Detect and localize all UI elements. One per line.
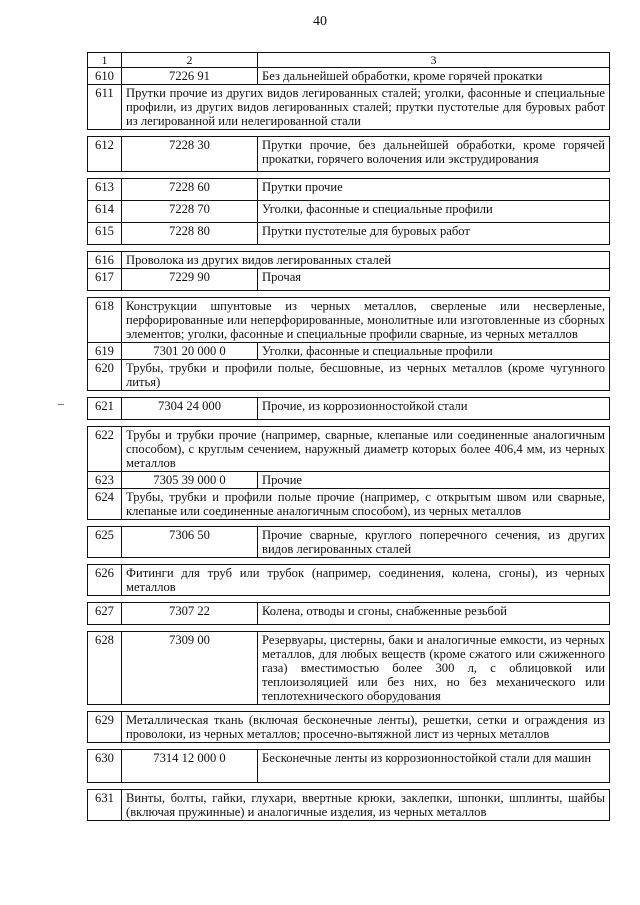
row-number: 610 bbox=[88, 68, 122, 85]
table-row bbox=[88, 223, 610, 245]
row-number: 619 bbox=[88, 343, 122, 360]
row-number: 618 bbox=[88, 298, 122, 343]
table-row bbox=[88, 565, 610, 596]
table-row bbox=[88, 790, 610, 821]
gap-cell bbox=[88, 172, 610, 179]
row-number: 613 bbox=[88, 179, 122, 201]
table-row bbox=[88, 252, 610, 269]
table-row bbox=[88, 269, 610, 291]
row-gap bbox=[88, 625, 610, 632]
gap-cell bbox=[88, 596, 610, 603]
table-row bbox=[88, 398, 610, 420]
header-cell: 3 bbox=[258, 53, 610, 68]
row-number: 617 bbox=[88, 269, 122, 291]
row-number: 622 bbox=[88, 427, 122, 472]
row-gap bbox=[88, 172, 610, 179]
description: Прочие, из коррозионностойкой стали bbox=[258, 398, 610, 420]
gap-cell bbox=[88, 558, 610, 565]
table-row bbox=[88, 632, 610, 705]
row-gap bbox=[88, 245, 610, 252]
margin-mark bbox=[58, 404, 64, 405]
description: Уголки, фасонные и специальные профили bbox=[258, 201, 610, 223]
group-description: Винты, болты, гайки, глухари, ввертные крюки, заклепки, шпонки, шплинты, шайбы (включая пружинные) и аналогичные изделия, из черных металлов bbox=[122, 790, 610, 821]
group-description: Прутки прочие из других видов легированных сталей; уголки, фасонные и специальные профили, из других видов легированных сталей; прутки пустотелые для буровых работ из легированной или нелегированной стали bbox=[122, 85, 610, 130]
row-gap bbox=[88, 420, 610, 427]
group-description: Трубы и трубки прочие (например, сварные, клепаные или соединенные аналогичным способом), с круглым сечением, наружный диаметр которых более 406,4 мм, из черных металлов bbox=[122, 427, 610, 472]
header-cell: 2 bbox=[122, 53, 258, 68]
row-gap bbox=[88, 520, 610, 527]
table-row bbox=[88, 603, 610, 625]
group-description: Металлическая ткань (включая бесконечные ленты), решетки, сетки и ограждения из проволоки, из черных металлов; просечно-вытяжной лист из черных металлов bbox=[122, 712, 610, 743]
hs-code: 7307 22 bbox=[122, 603, 258, 625]
row-gap bbox=[88, 291, 610, 298]
row-gap bbox=[88, 558, 610, 565]
description: Прочие bbox=[258, 472, 610, 489]
gap-cell bbox=[88, 391, 610, 398]
table-row bbox=[88, 750, 610, 783]
gap-cell bbox=[88, 783, 610, 790]
row-number: 631 bbox=[88, 790, 122, 821]
hs-code: 7228 30 bbox=[122, 137, 258, 172]
description: Уголки, фасонные и специальные профили bbox=[258, 343, 610, 360]
row-number: 626 bbox=[88, 565, 122, 596]
group-description: Трубы, трубки и профили полые прочие (например, с открытым швом или сварные, клепаные или соединенные аналогичным способом), из черных металлов bbox=[122, 489, 610, 520]
row-gap bbox=[88, 783, 610, 790]
row-number: 620 bbox=[88, 360, 122, 391]
description: Без дальнейшей обработки, кроме горячей прокатки bbox=[258, 68, 610, 85]
description: Бесконечные ленты из коррозионностойкой стали для машин bbox=[258, 750, 610, 783]
description: Прутки прочие, без дальнейшей обработки, кроме горячей прокатки, горячего волочения или экструдирования bbox=[258, 137, 610, 172]
table-row bbox=[88, 712, 610, 743]
hs-code: 7226 91 bbox=[122, 68, 258, 85]
gap-cell bbox=[88, 420, 610, 427]
row-gap bbox=[88, 596, 610, 603]
hs-code: 7228 60 bbox=[122, 179, 258, 201]
hs-code: 7228 80 bbox=[122, 223, 258, 245]
hs-code: 7309 00 bbox=[122, 632, 258, 705]
description: Прочая bbox=[258, 269, 610, 291]
row-number: 625 bbox=[88, 527, 122, 558]
table-row bbox=[88, 472, 610, 489]
row-number: 614 bbox=[88, 201, 122, 223]
row-number: 623 bbox=[88, 472, 122, 489]
row-number: 629 bbox=[88, 712, 122, 743]
table-row bbox=[88, 179, 610, 201]
hs-code: 7301 20 000 0 bbox=[122, 343, 258, 360]
hs-code: 7306 50 bbox=[122, 527, 258, 558]
row-number: 616 bbox=[88, 252, 122, 269]
header-row bbox=[88, 53, 610, 68]
group-description: Трубы, трубки и профили полые, бесшовные, из черных металлов (кроме чугунного литья) bbox=[122, 360, 610, 391]
table-row bbox=[88, 137, 610, 172]
description: Резервуары, цистерны, баки и аналогичные емкости, из черных металлов, для любых веществ (кроме сжатого или сжиженного газа) вместимостью более 300 л, с облицовкой или теплоизоляцией или без них, но без механического или теплотехнического оборудования bbox=[258, 632, 610, 705]
gap-cell bbox=[88, 291, 610, 298]
hs-code: 7229 90 bbox=[122, 269, 258, 291]
description: Прочие сварные, круглого поперечного сечения, из других видов легированных сталей bbox=[258, 527, 610, 558]
row-gap bbox=[88, 705, 610, 712]
table-row bbox=[88, 298, 610, 343]
description: Прутки прочие bbox=[258, 179, 610, 201]
row-number: 611 bbox=[88, 85, 122, 130]
hs-code: 7304 24 000 bbox=[122, 398, 258, 420]
gap-cell bbox=[88, 625, 610, 632]
gap-cell bbox=[88, 743, 610, 750]
table-row bbox=[88, 343, 610, 360]
table-row bbox=[88, 360, 610, 391]
group-description: Проволока из других видов легированных сталей bbox=[122, 252, 610, 269]
hs-code: 7314 12 000 0 bbox=[122, 750, 258, 783]
table-row bbox=[88, 527, 610, 558]
header-cell: 1 bbox=[88, 53, 122, 68]
row-gap bbox=[88, 391, 610, 398]
page-number: 40 bbox=[313, 14, 327, 29]
row-number: 621 bbox=[88, 398, 122, 420]
row-number: 628 bbox=[88, 632, 122, 705]
hs-code: 7305 39 000 0 bbox=[122, 472, 258, 489]
row-gap bbox=[88, 130, 610, 137]
group-description: Фитинги для труб или трубок (например, соединения, колена, сгоны), из черных металлов bbox=[122, 565, 610, 596]
table-row bbox=[88, 201, 610, 223]
table-row bbox=[88, 489, 610, 520]
table-row bbox=[88, 85, 610, 130]
codes-table bbox=[87, 52, 610, 821]
description: Колена, отводы и сгоны, снабженные резьбой bbox=[258, 603, 610, 625]
description: Прутки пустотелые для буровых работ bbox=[258, 223, 610, 245]
row-number: 627 bbox=[88, 603, 122, 625]
table-row bbox=[88, 68, 610, 85]
hs-code: 7228 70 bbox=[122, 201, 258, 223]
gap-cell bbox=[88, 520, 610, 527]
gap-cell bbox=[88, 705, 610, 712]
table-row bbox=[88, 427, 610, 472]
row-number: 612 bbox=[88, 137, 122, 172]
row-gap bbox=[88, 743, 610, 750]
row-number: 615 bbox=[88, 223, 122, 245]
gap-cell bbox=[88, 245, 610, 252]
gap-cell bbox=[88, 130, 610, 137]
group-description: Конструкции шпунтовые из черных металлов, сверленые или несверленые, перфорированные или неперфорированные, монолитные или изготовленные из сборных элементов; уголки, фасонные и специальные профили сварные, из черных металлов bbox=[122, 298, 610, 343]
row-number: 624 bbox=[88, 489, 122, 520]
row-number: 630 bbox=[88, 750, 122, 783]
